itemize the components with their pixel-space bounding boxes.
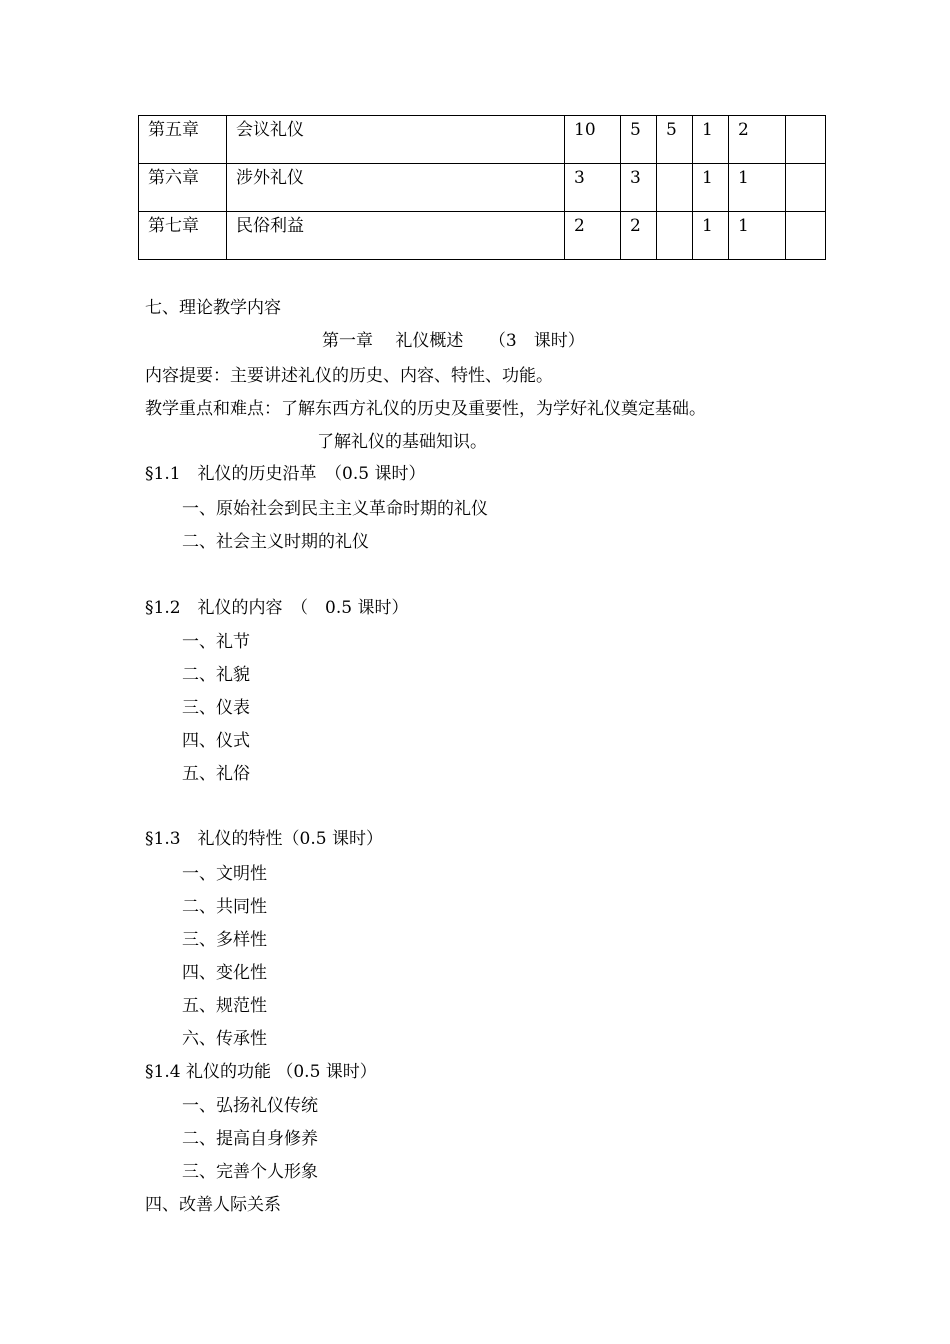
chapter-cell: 第六章 [139, 164, 227, 212]
hours-cell: 3 [621, 164, 657, 212]
hours-cell: 10 [565, 116, 621, 164]
hours-cell: 1 [729, 164, 786, 212]
list-item: 一、原始社会到民主主义革命时期的礼仪 [182, 499, 488, 519]
chapter-cell: 第五章 [139, 116, 227, 164]
hours-cell: 2 [621, 212, 657, 260]
subsection-heading: §1.4 礼仪的功能 （0.5 课时） [145, 1062, 377, 1082]
hours-cell [786, 116, 826, 164]
list-item: 三、多样性 [182, 930, 267, 950]
chapter-title-cell: 会议礼仪 [227, 116, 565, 164]
hours-cell: 1 [693, 164, 729, 212]
hours-cell: 2 [565, 212, 621, 260]
hours-cell: 5 [621, 116, 657, 164]
chapter-title-cell: 涉外礼仪 [227, 164, 565, 212]
hours-cell [657, 164, 693, 212]
hours-cell: 1 [693, 116, 729, 164]
content-summary: 内容提要：主要讲述礼仪的历史、内容、特性、功能。 [145, 366, 553, 386]
table-row [139, 164, 826, 212]
hours-cell: 3 [565, 164, 621, 212]
hours-cell: 5 [657, 116, 693, 164]
list-item: 一、文明性 [182, 864, 267, 884]
list-item: 三、完善个人形象 [182, 1162, 318, 1182]
list-item: 四、改善人际关系 [145, 1195, 281, 1215]
hours-cell: 2 [729, 116, 786, 164]
list-item: 四、变化性 [182, 963, 267, 983]
table-row [139, 212, 826, 260]
list-item: 五、礼俗 [182, 764, 250, 784]
hours-cell [786, 212, 826, 260]
hours-cell: 1 [729, 212, 786, 260]
table-row [139, 116, 826, 164]
list-item: 二、礼貌 [182, 665, 250, 685]
list-item: 四、仪式 [182, 731, 250, 751]
list-item: 一、弘扬礼仪传统 [182, 1096, 318, 1116]
list-item: 五、规范性 [182, 996, 267, 1016]
subsection-heading: §1.2 礼仪的内容 （ 0.5 课时） [145, 598, 409, 618]
hours-cell: 1 [693, 212, 729, 260]
list-item: 六、传承性 [182, 1029, 267, 1049]
chapter-title-cell: 民俗利益 [227, 212, 565, 260]
hours-cell [786, 164, 826, 212]
list-item: 三、仪表 [182, 698, 250, 718]
hours-cell [657, 212, 693, 260]
chapter-title: 第一章 礼仪概述 （3 课时） [322, 331, 585, 351]
list-item: 二、提高自身修养 [182, 1129, 318, 1149]
list-item: 二、共同性 [182, 897, 267, 917]
section-heading: 七、理论教学内容 [145, 298, 281, 318]
subsection-heading: §1.1 礼仪的历史沿革 （0.5 课时） [145, 464, 426, 484]
hours-table [138, 115, 826, 260]
list-item: 二、社会主义时期的礼仪 [182, 532, 369, 552]
list-item: 一、礼节 [182, 632, 250, 652]
chapter-cell: 第七章 [139, 212, 227, 260]
key-points: 教学重点和难点：了解东西方礼仪的历史及重要性，为学好礼仪奠定基础。 [145, 399, 706, 419]
subsection-heading: §1.3 礼仪的特性（0.5 课时） [145, 829, 383, 849]
key-points-continued: 了解礼仪的基础知识。 [317, 432, 487, 452]
